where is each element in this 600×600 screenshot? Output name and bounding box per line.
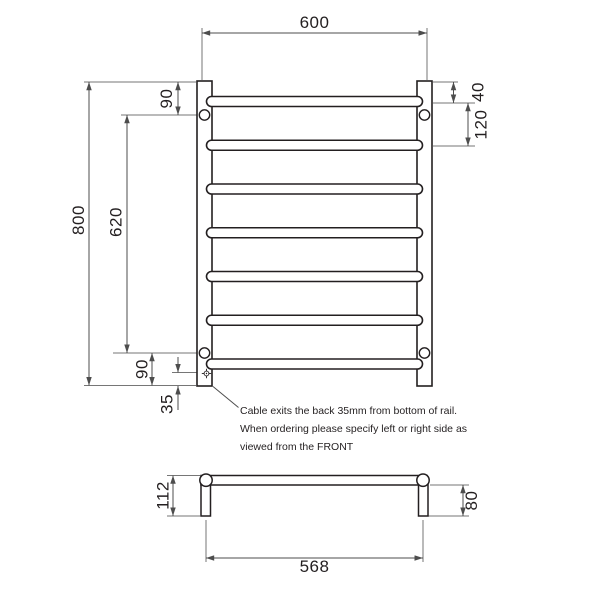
label-bottom-90: 90 bbox=[132, 359, 152, 379]
plan-view bbox=[154, 474, 482, 576]
label-height-800: 800 bbox=[69, 205, 88, 235]
label-width-600: 600 bbox=[299, 13, 330, 32]
rail-1 bbox=[207, 97, 423, 107]
label-plate-80: 80 bbox=[462, 490, 481, 511]
label-top-90: 90 bbox=[157, 88, 176, 109]
plan-left-plate bbox=[201, 485, 211, 517]
plan-rail-bar bbox=[201, 476, 427, 486]
label-cable-35: 35 bbox=[157, 394, 177, 414]
note-line-2: When ordering please specify left or right side as bbox=[240, 423, 468, 435]
mount-hole-top-right bbox=[419, 110, 429, 120]
rail-4 bbox=[207, 228, 423, 238]
front-view bbox=[69, 13, 491, 414]
mount-hole-bottom-right bbox=[419, 348, 429, 358]
mount-hole-top-left bbox=[199, 110, 209, 120]
note-line-3: viewed from the FRONT bbox=[240, 441, 354, 453]
note-leader-line bbox=[213, 387, 239, 408]
plan-right-post-circle bbox=[417, 474, 429, 486]
label-mounts-620: 620 bbox=[106, 207, 126, 237]
plan-left-post-circle bbox=[200, 474, 212, 486]
rail-3 bbox=[207, 184, 423, 194]
plan-right-plate bbox=[419, 485, 429, 517]
cable-exit-dot bbox=[206, 373, 207, 374]
rail-6 bbox=[207, 315, 423, 325]
rail-7 bbox=[207, 359, 423, 369]
label-rail-pitch-120: 120 bbox=[471, 109, 491, 140]
cable-note bbox=[240, 405, 467, 453]
plan-object bbox=[200, 474, 429, 516]
label-span-568: 568 bbox=[299, 557, 330, 576]
ladder-frame bbox=[197, 81, 432, 386]
rail-5 bbox=[207, 272, 423, 282]
label-top-rail-40: 40 bbox=[468, 82, 488, 102]
note-line-1: Cable exits the back 35mm from bottom of rail. bbox=[240, 405, 458, 417]
mount-hole-bottom-left bbox=[199, 348, 209, 358]
label-depth-112: 112 bbox=[153, 481, 173, 510]
rail-2 bbox=[207, 140, 423, 150]
